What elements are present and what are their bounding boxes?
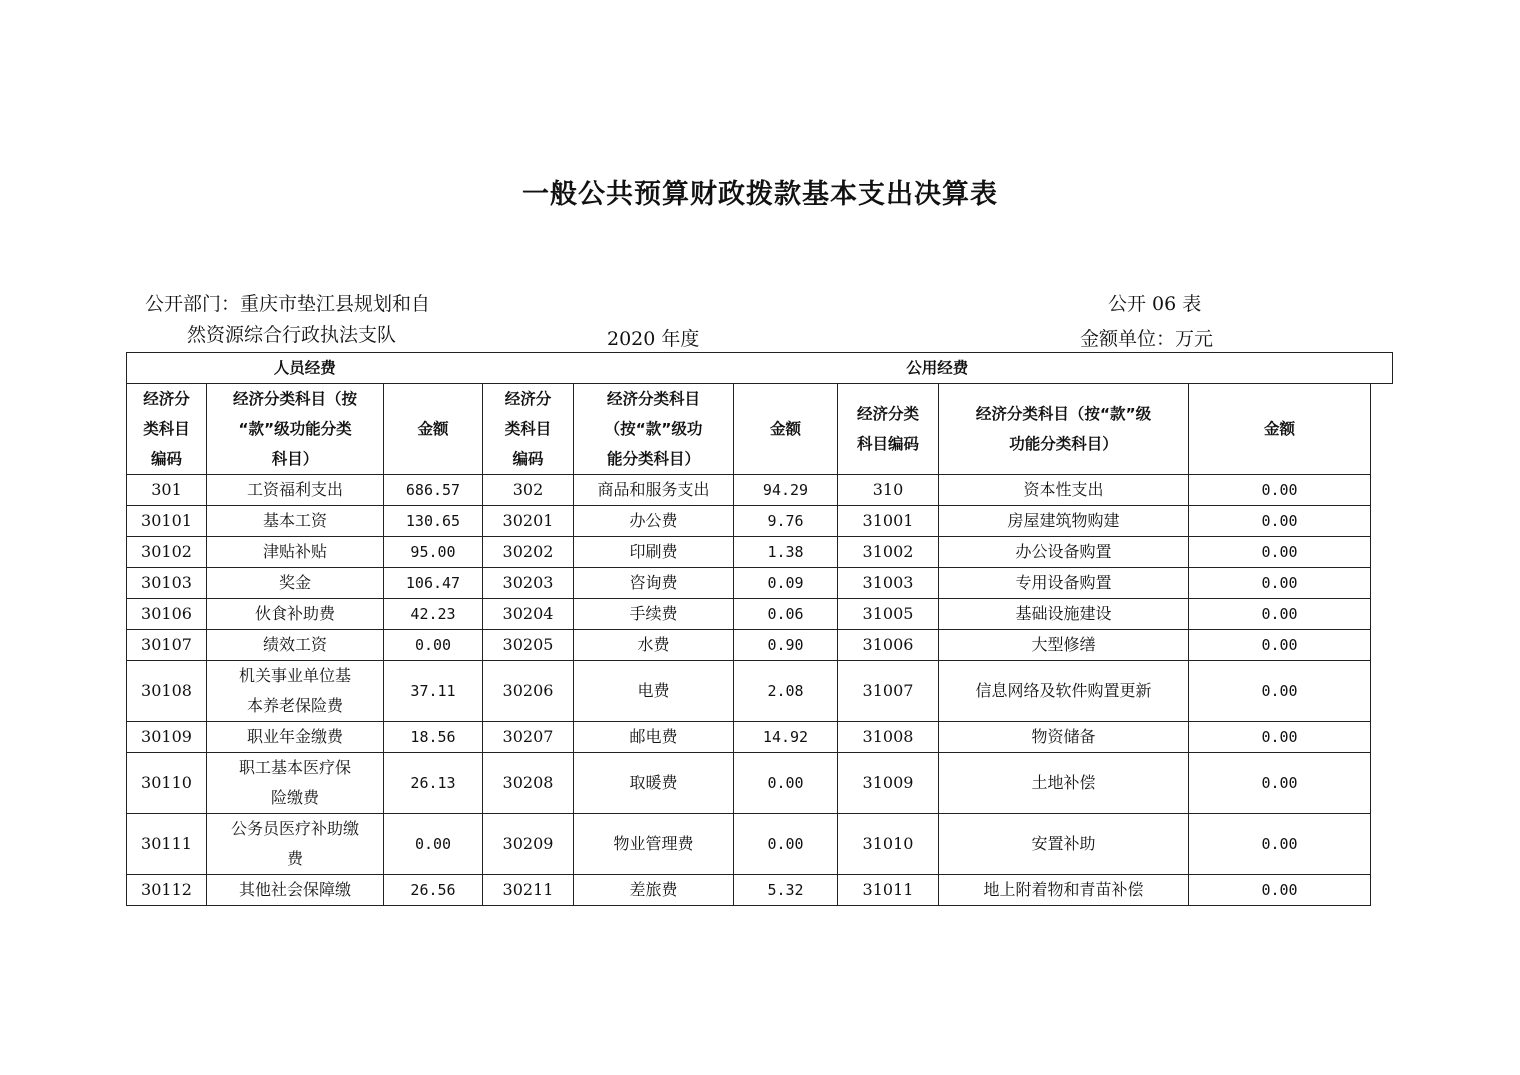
cell-p-name bbox=[207, 814, 384, 875]
cell-p-amount: 0.00 bbox=[384, 814, 483, 875]
cell-c-name: 基础设施建设 bbox=[939, 599, 1189, 630]
cell-c-code: 31001 bbox=[838, 506, 939, 537]
cell-g-name: 差旅费 bbox=[574, 875, 734, 906]
cell-g-amount: 1.38 bbox=[734, 537, 838, 568]
cell-c-amount: 0.00 bbox=[1189, 722, 1371, 753]
header-line: 科目） bbox=[271, 450, 319, 468]
cell-c-amount: 0.00 bbox=[1189, 568, 1371, 599]
cell-p-name bbox=[207, 599, 384, 630]
cell-p-code: 30103 bbox=[127, 568, 207, 599]
cell-g-code: 302 bbox=[483, 475, 574, 506]
cell-p-amount: 42.23 bbox=[384, 599, 483, 630]
spacer-cell bbox=[1371, 630, 1393, 661]
cell-p-code: 30102 bbox=[127, 537, 207, 568]
cell-line: 伙食补助费 bbox=[254, 604, 335, 623]
cell-g-code: 30201 bbox=[483, 506, 574, 537]
cell-p-amount: 37.11 bbox=[384, 661, 483, 722]
cell-p-code: 30107 bbox=[127, 630, 207, 661]
cell-p-name bbox=[207, 753, 384, 814]
cell-line: 公务员医疗补助缴 bbox=[230, 819, 359, 838]
cell-g-code: 30208 bbox=[483, 753, 574, 814]
cell-line: 机关事业单位基 bbox=[238, 666, 351, 685]
table-row bbox=[127, 814, 1393, 875]
header-personnel-code bbox=[127, 384, 207, 475]
cell-g-name: 办公费 bbox=[574, 506, 734, 537]
header-goods-name bbox=[574, 384, 734, 475]
table-number: 公开 06 表 bbox=[1108, 293, 1202, 315]
cell-g-amount: 5.32 bbox=[734, 875, 838, 906]
cell-g-name: 手续费 bbox=[574, 599, 734, 630]
cell-c-amount: 0.00 bbox=[1189, 814, 1371, 875]
cell-p-amount: 0.00 bbox=[384, 630, 483, 661]
fiscal-year: 2020 年度 bbox=[607, 328, 700, 350]
cell-c-amount: 0.00 bbox=[1189, 599, 1371, 630]
cell-c-amount: 0.00 bbox=[1189, 753, 1371, 814]
cell-p-name bbox=[207, 506, 384, 537]
cell-line: 职业年金缴费 bbox=[246, 727, 343, 746]
group-personnel: 人员经费 bbox=[127, 353, 483, 384]
cell-c-code: 31008 bbox=[838, 722, 939, 753]
cell-c-code: 31005 bbox=[838, 599, 939, 630]
cell-p-name bbox=[207, 630, 384, 661]
spacer-cell bbox=[1371, 537, 1393, 568]
header-line: 能分类科目） bbox=[606, 450, 700, 468]
header-line: 编码 bbox=[512, 450, 544, 468]
header-capital-name bbox=[939, 384, 1189, 475]
cell-p-amount: 18.56 bbox=[384, 722, 483, 753]
cell-line: 奖金 bbox=[278, 573, 311, 592]
header-line: 经济分类 bbox=[856, 405, 919, 423]
cell-g-code: 30211 bbox=[483, 875, 574, 906]
cell-p-code: 30101 bbox=[127, 506, 207, 537]
cell-c-code: 31007 bbox=[838, 661, 939, 722]
cell-p-name bbox=[207, 568, 384, 599]
table-row bbox=[127, 661, 1393, 722]
cell-c-code: 31011 bbox=[838, 875, 939, 906]
table-row bbox=[127, 599, 1393, 630]
spacer-cell bbox=[1371, 661, 1393, 722]
header-line: 经济分类科目（按“款”级 bbox=[975, 405, 1152, 423]
cell-p-code: 30109 bbox=[127, 722, 207, 753]
table-row bbox=[127, 722, 1393, 753]
spacer-cell bbox=[1371, 568, 1393, 599]
cell-p-amount: 26.13 bbox=[384, 753, 483, 814]
cell-g-name: 水费 bbox=[574, 630, 734, 661]
table-row bbox=[127, 506, 1393, 537]
cell-p-code: 30110 bbox=[127, 753, 207, 814]
cell-c-amount: 0.00 bbox=[1189, 630, 1371, 661]
cell-c-name: 安置补助 bbox=[939, 814, 1189, 875]
cell-p-code: 30108 bbox=[127, 661, 207, 722]
cell-g-amount: 94.29 bbox=[734, 475, 838, 506]
department-line-1: 公开部门：重庆市垫江县规划和自 bbox=[145, 293, 431, 315]
spacer-cell bbox=[1371, 753, 1393, 814]
cell-c-code: 31009 bbox=[838, 753, 939, 814]
header-personnel-amount: 金额 bbox=[384, 384, 483, 475]
cell-line: 绩效工资 bbox=[262, 635, 327, 654]
header-line: （按“款”级功 bbox=[604, 420, 703, 438]
cell-p-code: 30111 bbox=[127, 814, 207, 875]
cell-c-name: 办公设备购置 bbox=[939, 537, 1189, 568]
cell-line: 基本工资 bbox=[262, 511, 327, 530]
cell-g-name: 取暖费 bbox=[574, 753, 734, 814]
cell-p-amount: 686.57 bbox=[384, 475, 483, 506]
cell-c-name: 资本性支出 bbox=[939, 475, 1189, 506]
cell-g-amount: 0.09 bbox=[734, 568, 838, 599]
cell-c-name: 房屋建筑物购建 bbox=[939, 506, 1189, 537]
spacer-cell bbox=[1371, 875, 1393, 906]
cell-line: 险缴费 bbox=[270, 788, 319, 807]
cell-p-amount: 95.00 bbox=[384, 537, 483, 568]
cell-line: 本养老保险费 bbox=[246, 696, 343, 715]
cell-g-code: 30202 bbox=[483, 537, 574, 568]
spacer-cell bbox=[1371, 722, 1393, 753]
cell-g-code: 30204 bbox=[483, 599, 574, 630]
cell-g-code: 30203 bbox=[483, 568, 574, 599]
cell-c-code: 31010 bbox=[838, 814, 939, 875]
department-line-2: 然资源综合行政执法支队 bbox=[187, 324, 397, 346]
spacer-cell bbox=[1371, 506, 1393, 537]
cell-p-code: 30112 bbox=[127, 875, 207, 906]
cell-g-amount: 0.00 bbox=[734, 753, 838, 814]
header-line: 经济分 bbox=[143, 390, 190, 408]
cell-g-code: 30205 bbox=[483, 630, 574, 661]
header-capital-amount: 金额 bbox=[1189, 384, 1371, 475]
header-capital-code bbox=[838, 384, 939, 475]
header-line: 编码 bbox=[150, 450, 182, 468]
spacer-cell bbox=[1371, 384, 1393, 475]
cell-p-name bbox=[207, 537, 384, 568]
cell-line: 津贴补贴 bbox=[262, 542, 327, 561]
cell-line: 其他社会保障缴 bbox=[238, 880, 351, 899]
cell-c-code: 31006 bbox=[838, 630, 939, 661]
cell-c-amount: 0.00 bbox=[1189, 475, 1371, 506]
cell-g-code: 30206 bbox=[483, 661, 574, 722]
page-title: 一般公共预算财政拨款基本支出决算表 bbox=[522, 179, 998, 210]
cell-p-amount: 26.56 bbox=[384, 875, 483, 906]
cell-g-name: 咨询费 bbox=[574, 568, 734, 599]
cell-g-name: 物业管理费 bbox=[574, 814, 734, 875]
cell-g-amount: 0.06 bbox=[734, 599, 838, 630]
cell-c-name: 土地补偿 bbox=[939, 753, 1189, 814]
group-public: 公用经费 bbox=[483, 353, 1393, 384]
cell-c-code: 310 bbox=[838, 475, 939, 506]
header-line: 经济分类科目（按 bbox=[232, 390, 357, 408]
header-line: 经济分 bbox=[504, 390, 552, 408]
cell-c-code: 31002 bbox=[838, 537, 939, 568]
budget-table bbox=[126, 352, 1393, 906]
header-line: 经济分类科目 bbox=[606, 390, 700, 408]
cell-c-amount: 0.00 bbox=[1189, 875, 1371, 906]
cell-g-name: 电费 bbox=[574, 661, 734, 722]
cell-g-name: 印刷费 bbox=[574, 537, 734, 568]
header-line: 功能分类科目） bbox=[1009, 435, 1118, 453]
column-header-row bbox=[127, 384, 1393, 475]
spacer-cell bbox=[1371, 475, 1393, 506]
group-header-row bbox=[127, 353, 1393, 384]
cell-g-amount: 9.76 bbox=[734, 506, 838, 537]
cell-g-amount: 14.92 bbox=[734, 722, 838, 753]
table-row bbox=[127, 475, 1393, 506]
cell-p-name bbox=[207, 475, 384, 506]
table-row bbox=[127, 875, 1393, 906]
amount-unit: 金额单位：万元 bbox=[1080, 328, 1214, 350]
cell-c-amount: 0.00 bbox=[1189, 537, 1371, 568]
cell-c-name: 地上附着物和青苗补偿 bbox=[939, 875, 1189, 906]
cell-g-amount: 0.00 bbox=[734, 814, 838, 875]
header-goods-code bbox=[483, 384, 574, 475]
cell-c-name: 物资储备 bbox=[939, 722, 1189, 753]
cell-g-code: 30207 bbox=[483, 722, 574, 753]
cell-c-name: 大型修缮 bbox=[939, 630, 1189, 661]
cell-p-name bbox=[207, 722, 384, 753]
spacer-cell bbox=[1371, 814, 1393, 875]
cell-g-amount: 2.08 bbox=[734, 661, 838, 722]
cell-p-name bbox=[207, 661, 384, 722]
spacer-cell bbox=[1371, 599, 1393, 630]
cell-g-code: 30209 bbox=[483, 814, 574, 875]
table-row bbox=[127, 537, 1393, 568]
cell-line: 费 bbox=[286, 849, 303, 868]
header-line: 类科目 bbox=[143, 420, 190, 438]
cell-g-amount: 0.90 bbox=[734, 630, 838, 661]
header-line: 类科目 bbox=[504, 420, 552, 438]
cell-line: 职工基本医疗保 bbox=[238, 758, 351, 777]
header-line: 科目编码 bbox=[856, 435, 919, 453]
header-personnel-name bbox=[207, 384, 384, 475]
cell-p-amount: 130.65 bbox=[384, 506, 483, 537]
cell-c-amount: 0.00 bbox=[1189, 506, 1371, 537]
table-row bbox=[127, 630, 1393, 661]
cell-c-name: 专用设备购置 bbox=[939, 568, 1189, 599]
cell-c-name: 信息网络及软件购置更新 bbox=[939, 661, 1189, 722]
cell-p-name bbox=[207, 875, 384, 906]
cell-p-code: 30106 bbox=[127, 599, 207, 630]
header-goods-amount: 金额 bbox=[734, 384, 838, 475]
table-row bbox=[127, 753, 1393, 814]
cell-c-amount: 0.00 bbox=[1189, 661, 1371, 722]
cell-c-code: 31003 bbox=[838, 568, 939, 599]
cell-p-amount: 106.47 bbox=[384, 568, 483, 599]
cell-g-name: 邮电费 bbox=[574, 722, 734, 753]
table-row bbox=[127, 568, 1393, 599]
header-line: “款”级功能分类 bbox=[238, 420, 352, 438]
cell-line: 工资福利支出 bbox=[246, 480, 343, 499]
cell-g-name: 商品和服务支出 bbox=[574, 475, 734, 506]
cell-p-code: 301 bbox=[127, 475, 207, 506]
